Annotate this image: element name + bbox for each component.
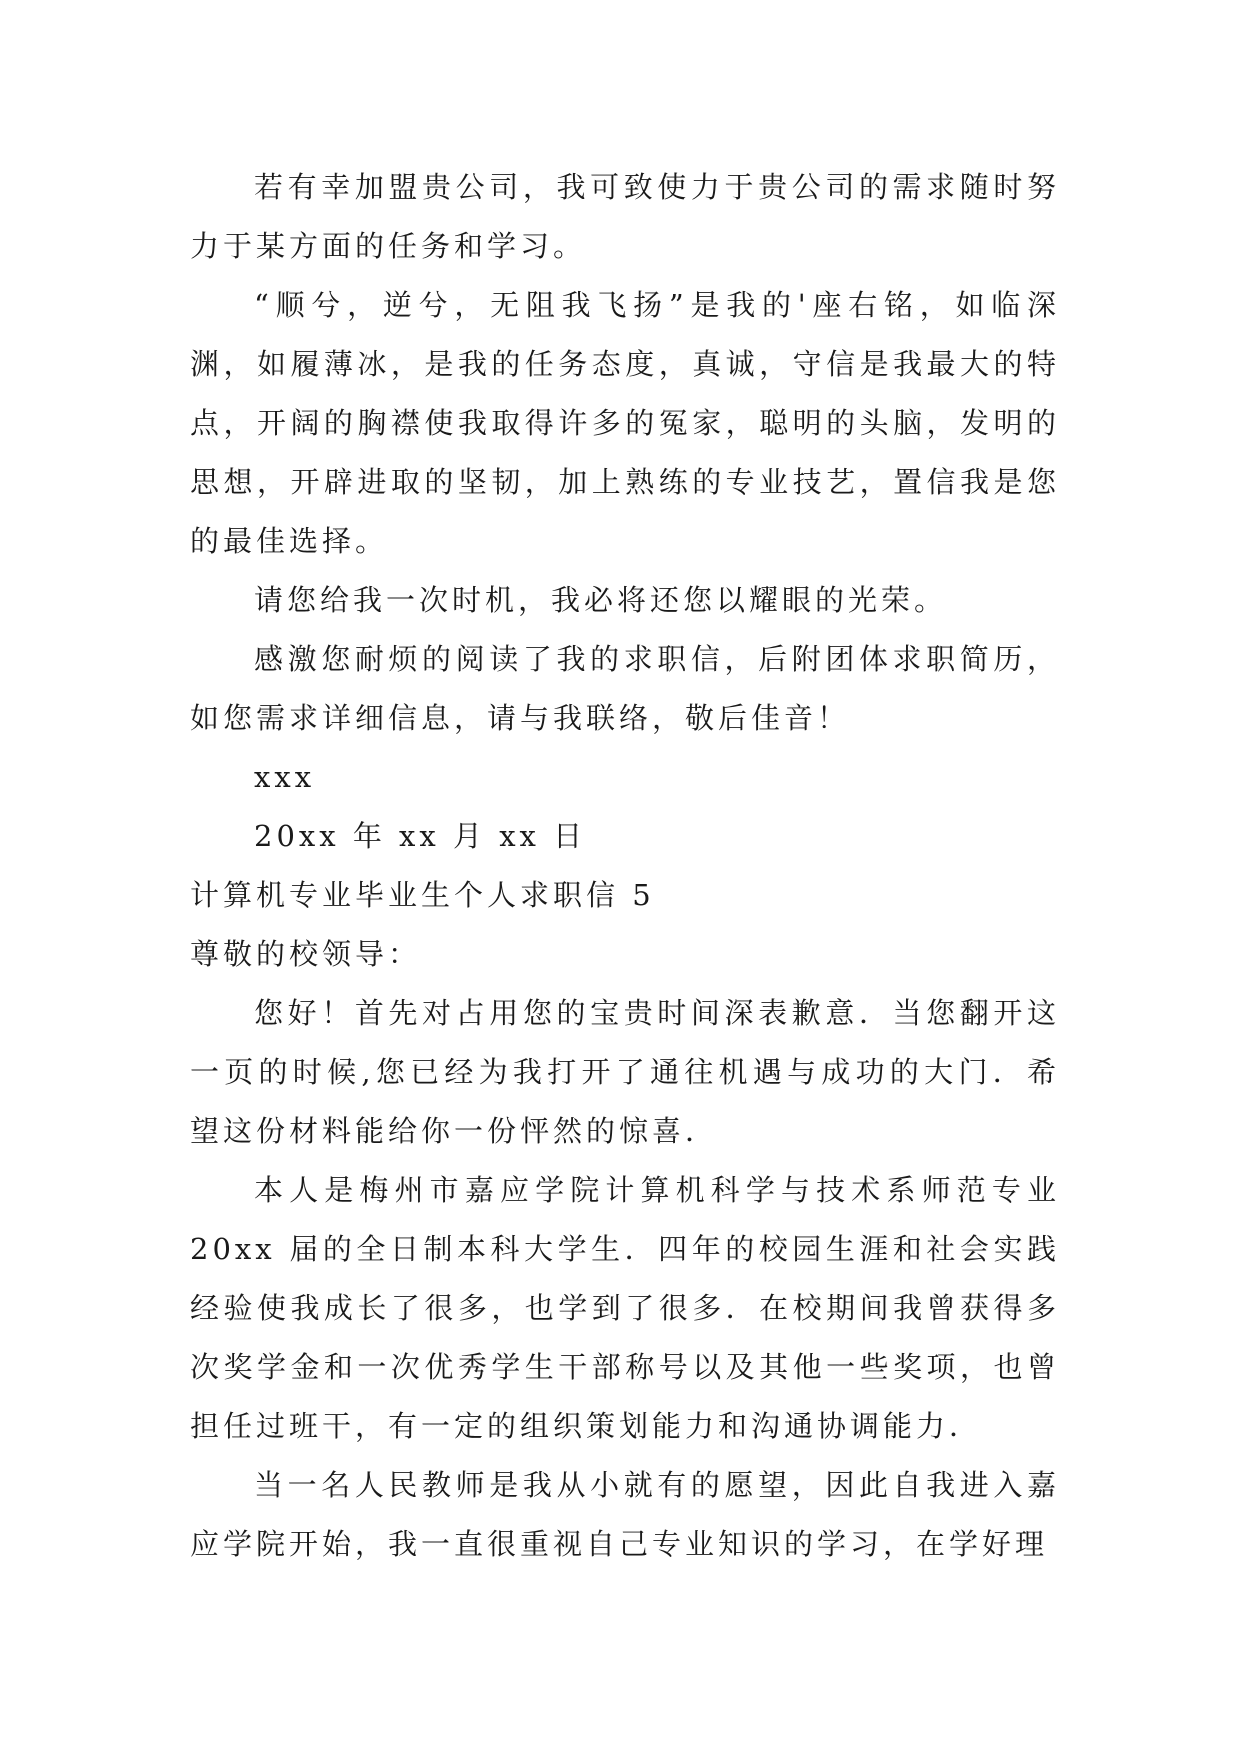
signature: xxx (254, 760, 316, 794)
paragraph: 感激您耐烦的阅读了我的求职信，后附团体求职简历，如您需求详细信息，请与我联络，敬后佳音！ (190, 642, 1060, 735)
section-title: 计算机专业毕业生个人求职信 5 (190, 878, 655, 912)
paragraph: 请您给我一次时机，我必将还您以耀眼的光荣。 (254, 583, 948, 617)
date: 20xx 年 xx 月 xx 日 (254, 819, 587, 853)
paragraph: 若有幸加盟贵公司，我可致使力于贵公司的需求随时努力于某方面的任务和学习。 (190, 170, 1060, 263)
paragraph: 当一名人民教师是我从小就有的愿望，因此自我进入嘉应学院开始，我一直很重视自己专业知识的学习，在学好理 (190, 1468, 1060, 1561)
paragraph: 本人是梅州市嘉应学院计算机科学与技术系师范专业20xx 届的全日制本科大学生．四年的校园生涯和社会实践经验使我成长了很多，也学到了很多．在校期间我曾获得多次奖学金和一次优秀学生干部称号以及其他一些奖项，也曾担任过班干，有一定的组织策划能力和沟通协调能力． (190, 1173, 1060, 1443)
salutation: 尊敬的校领导： (190, 937, 422, 971)
paragraph: “顺兮，逆兮，无阻我飞扬”是我的'座右铭，如临深渊，如履薄冰，是我的任务态度，真诚，守信是我最大的特点，开阔的胸襟使我取得许多的冤家，聪明的头脑，发明的思想，开辟进取的坚韧，加上熟练的专业技艺，置信我是您的最佳选择。 (190, 288, 1060, 558)
document-content (190, 158, 1060, 1574)
paragraph: 您好！首先对占用您的宝贵时间深表歉意．当您翻开这一页的时候,您已经为我打开了通往机遇与成功的大门．希望这份材料能给你一份怦然的惊喜． (190, 996, 1060, 1148)
